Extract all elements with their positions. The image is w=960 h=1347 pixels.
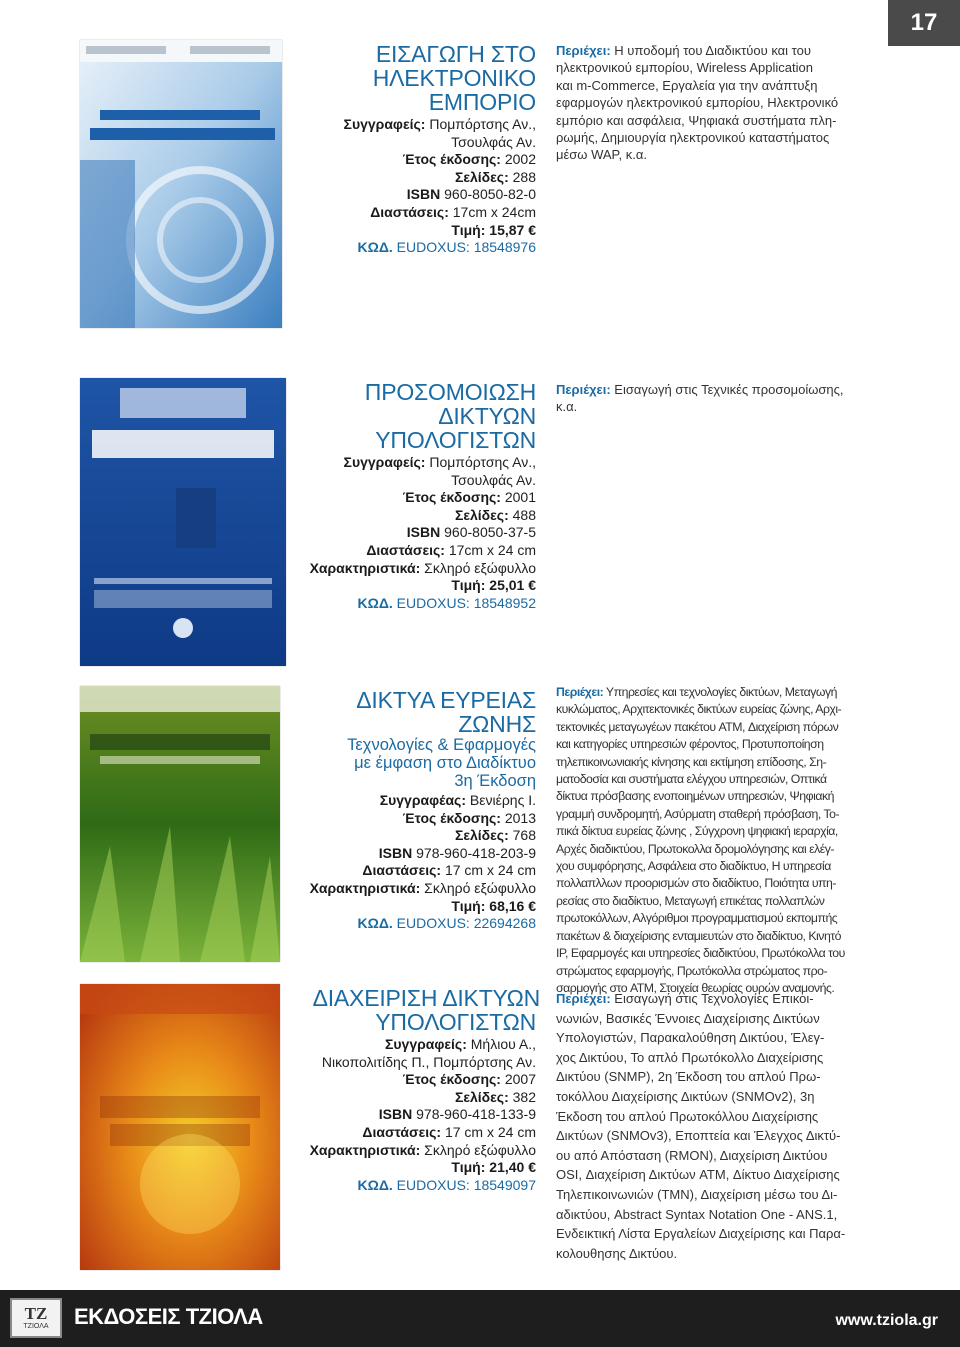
book-year: Έτος έκδοσης: 2007 xyxy=(402,1071,536,1088)
desc-line: τεκτονικές μεταγωγέων πακέτου ATM, Διαχείριση πόρων xyxy=(556,719,839,734)
book-info-ecommerce xyxy=(286,42,536,257)
desc-line: Περιέχει: Εισαγωγή στις Τεχνολογίες Επικοι- xyxy=(556,991,814,1006)
page-footer xyxy=(0,1290,960,1347)
book-title-line: ΔΙΚΤΥΩΝ xyxy=(438,403,536,429)
desc-line: IP, Εφαρμογές και υπηρεσίες διαδικτύου, Πρωτόκολλα του xyxy=(556,946,845,961)
book-description-ecommerce xyxy=(556,42,882,164)
logo-monogram: ΤΖ xyxy=(24,1304,48,1323)
desc-line: τηλεπικοινωνιακής κίνησης και εκτίμηση επίδοσης, Ση- xyxy=(556,754,827,769)
book-dimensions: Διαστάσεις: 17 cm x 24 cm xyxy=(362,862,536,879)
book-price: Τιμή: 25,01 € xyxy=(451,577,536,594)
book-pages: Σελίδες: 768 xyxy=(454,827,536,844)
book-info-network-simulation xyxy=(290,380,536,612)
book-features: Χαρακτηριστικά: Σκληρό εξώφυλλο xyxy=(309,879,536,896)
book-title-line: ΥΠΟΛΟΓΙΣΤΩΝ xyxy=(375,1009,536,1035)
book-cover-network-management xyxy=(80,984,280,1270)
book-authors: Συγγραφείς: Πομπόρτσης Αν., xyxy=(343,116,536,132)
book-edition: 3η Έκδοση xyxy=(454,772,536,790)
desc-line: κολουθησης Δικτύου. xyxy=(556,1245,678,1261)
desc-line: Αρχές διαδικτύου, Πρωτοκολλα δρομολόγησης και ελέγ- xyxy=(556,841,834,856)
book-authors-cont: Τσουλφάς Αν. xyxy=(451,133,536,150)
book-cover-ecommerce xyxy=(80,40,282,328)
book-title-line: ΥΠΟΛΟΓΙΣΤΩΝ xyxy=(375,427,536,453)
desc-line: εμπόριο και ασφάλεια, Ψηφιακά συστήματα πλη- xyxy=(556,112,837,128)
desc-line: εφαρμογών ηλεκτρονικού εμπορίου, Ηλεκτρονικό xyxy=(556,95,839,111)
book-features: Χαρακτηριστικά: Σκληρό εξώφυλλο xyxy=(309,1141,536,1158)
desc-line: μέσω WAP, κ.α. xyxy=(556,147,647,163)
desc-line: και κατηγορίες υπηρεσιών φέροντος, Προτυποποίηση xyxy=(556,737,824,752)
book-price: Τιμή: 68,16 € xyxy=(451,897,536,914)
book-dimensions: Διαστάσεις: 17cm x 24 cm xyxy=(366,541,536,558)
book-pages: Σελίδες: 488 xyxy=(454,506,536,523)
book-pages: Σελίδες: 382 xyxy=(454,1088,536,1105)
logo-caption: ΤΖΙΟΛΑ xyxy=(23,1323,49,1330)
book-pages: Σελίδες: 288 xyxy=(454,168,536,185)
desc-line: Τηλεπικοινωνιών (TMN), Διαχείριση μέσω του Δι- xyxy=(556,1186,838,1202)
book-features: Χαρακτηριστικά: Σκληρό εξώφυλλο xyxy=(309,559,536,576)
book-isbn: ISBN 960-8050-37-5 xyxy=(406,524,536,541)
desc-line: αδικτύου, Abstract Syntax Notation One - ANS.1, xyxy=(556,1206,838,1222)
book-title-line: ΖΩΝΗΣ xyxy=(458,711,536,737)
book-title-line: ΔΙΑΧΕΙΡΙΣΗ ΔΙΚΤΥΩΝ xyxy=(312,985,540,1011)
book-authors: Συγγραφείς: Πομπόρτσης Αν., xyxy=(343,454,536,470)
book-authors-cont: Νικοπολιτίδης Π., Πομπόρτσης Αν. xyxy=(321,1053,536,1070)
book-title-line: ΕΙΣΑΓΩΓΗ ΣΤΟ xyxy=(375,41,536,67)
desc-line: στρώματος εφαρμογής, Πρωτόκολλα στρώματος προ- xyxy=(556,963,828,978)
book-code: ΚΩΔ. EUDOXUS: 18549097 xyxy=(357,1176,536,1193)
page-number-badge: 17 xyxy=(888,0,960,46)
book-cover-network-simulation xyxy=(80,378,286,666)
desc-line: δίκτυα πρόσβασης ενοποιημένων υπηρεσιών, Ψηφιακή xyxy=(556,789,834,804)
book-authors: Συγγραφείς: Μήλιου Α., xyxy=(384,1036,536,1052)
book-subtitle-line: με έμφαση στο Διαδίκτυο xyxy=(354,754,536,772)
desc-line: πρωτοκόλλων, Αλγόριθμοι προγραμματισμού εκπομπής xyxy=(556,911,838,926)
book-code: ΚΩΔ. EUDOXUS: 22694268 xyxy=(357,915,536,932)
book-year: Έτος έκδοσης: 2002 xyxy=(402,151,536,168)
desc-line: πακέτων & διαχείρισης ενταμιευτών στο διαδίκτυο, Κινητό xyxy=(556,928,841,943)
book-description-network-management xyxy=(556,989,882,1263)
book-description-network-simulation xyxy=(556,381,882,416)
book-isbn: ISBN 978-960-418-203-9 xyxy=(378,844,536,861)
desc-line: Ενδεικτική Λίστα Εργαλείων Διαχείρισης και Παρα- xyxy=(556,1226,846,1242)
book-title-line: ΔΙΚΤΥΑ ΕΥΡΕΙΑΣ xyxy=(356,687,536,713)
book-title-line: ΕΜΠΟΡΙΟ xyxy=(428,89,536,115)
desc-line: χου συμφόρησης, Ασφάλεια στο διαδίκτυο, Η υπηρεσία xyxy=(556,859,831,874)
book-authors: Συγγραφέας: Βενιέρης Ι. xyxy=(379,792,536,808)
website-link[interactable]: www.tziola.gr xyxy=(835,1312,938,1329)
desc-line: πολλαπλλων προορισμών στο διαδίκτυο, Ποιότητα υπη- xyxy=(556,876,836,891)
book-subtitle-line: Τεχνολογίες & Εφαρμογές xyxy=(347,736,536,754)
book-title-line: ΠΡΟΣΟΜΟΙΩΣΗ xyxy=(364,379,536,405)
desc-line: Υπολογιστών, Παρακαλούθηση Δικτύου, Έλεγ- xyxy=(556,1030,825,1046)
publisher-name: ΕΚΔΟΣΕΙΣ ΤΖΙΟΛΑ xyxy=(74,1304,263,1329)
desc-line: ηλεκτρονικού εμπορίου, Wireless Application xyxy=(556,60,813,76)
book-year: Έτος έκδοσης: 2001 xyxy=(402,489,536,506)
book-description-broadband-networks xyxy=(556,684,882,997)
desc-line: κυκλώματος, Αρχιτεκτονικές δικτύων ευρείας ζώνης, Αρχι- xyxy=(556,702,842,717)
desc-line: ου από Απόσταση (RMON), Διαχείριση Δικτύου xyxy=(556,1147,828,1163)
desc-line: ρεσίας στο διαδίκτυο, Μεταγωγή επικέτας πολλαπλών xyxy=(556,893,825,908)
book-dimensions: Διαστάσεις: 17 cm x 24 cm xyxy=(362,1123,536,1140)
desc-line: πικά δίκτυα ευρείας ζώνης , Σύγχρονη ψηφιακή ιεραρχία, xyxy=(556,824,838,839)
desc-line: ρωμής, Δημιουργία ηλεκτρονικού καταστήματος xyxy=(556,130,830,146)
desc-line: Περιέχει: Η υποδομή του Διαδικτύου και του xyxy=(556,43,811,58)
book-isbn: ISBN 978-960-418-133-9 xyxy=(378,1106,536,1123)
desc-line: χος Δικτύου, Το απλό Πρωτόκολλο Διαχείρισης xyxy=(556,1049,824,1065)
desc-line: Περιέχει: Υπηρεσίες και τεχνολογίες δικτύων, Μεταγωγή xyxy=(556,685,838,699)
book-code: ΚΩΔ. EUDOXUS: 18548952 xyxy=(357,594,536,611)
publisher-logo xyxy=(10,1298,62,1338)
desc-line: OSI, Διαχείριση Δικτύων ATM, Δίκτυο Διαχείρισης xyxy=(556,1167,840,1183)
book-price: Τιμή: 21,40 € xyxy=(451,1159,536,1176)
book-isbn: ISBN 960-8050-82-0 xyxy=(406,186,536,203)
desc-line: Έκδοση του απλού Πρωτοκόλλου Διαχείρισης xyxy=(556,1108,819,1124)
desc-line: Δικτύου (SNMP), 2η Έκδοση του απλού Πρω- xyxy=(556,1069,821,1085)
desc-line: Περιέχει: Εισαγωγή στις Τεχνικές προσομοίωσης, xyxy=(556,382,844,397)
book-year: Έτος έκδοσης: 2013 xyxy=(402,809,536,826)
desc-line: τοκόλλου Διαχείρισης Δικτύων (SNMOv2), 3η xyxy=(556,1088,815,1104)
book-code: ΚΩΔ. EUDOXUS: 18548976 xyxy=(357,239,536,256)
book-dimensions: Διαστάσεις: 17cm x 24cm xyxy=(370,203,536,220)
desc-line: γραμμή συνδρομητή, Ασύρματη σταθερή πρόσβαση, Το- xyxy=(556,806,840,821)
book-info-network-management xyxy=(286,985,540,1194)
desc-line: κ.α. xyxy=(556,399,578,415)
book-price: Τιμή: 15,87 € xyxy=(451,221,536,238)
desc-line: και m-Commerce, Εργαλεία για την ανάπτυξη xyxy=(556,77,818,93)
desc-line: νωνιών, Βασικές Έννοιες Διαχείρισης Δικτύων xyxy=(556,1010,820,1026)
desc-line: Δικτύων (SNMOv3), Εποπτεία και Έλεγχος Δικτύ- xyxy=(556,1128,841,1144)
desc-line: ματοδοσία και συστήματα ελέγχου υπηρεσιών, Οπτικά xyxy=(556,772,827,787)
book-authors-cont: Τσουλφάς Αν. xyxy=(451,471,536,488)
desc-line: σαρμογής στο ATM, Στοιχεία θεωρίας ουρών αναμονής. xyxy=(556,980,835,995)
book-info-broadband-networks xyxy=(286,688,536,933)
book-title-line: ΗΛΕΚΤΡΟΝΙΚΟ xyxy=(372,65,536,91)
book-cover-broadband-networks xyxy=(80,686,280,962)
